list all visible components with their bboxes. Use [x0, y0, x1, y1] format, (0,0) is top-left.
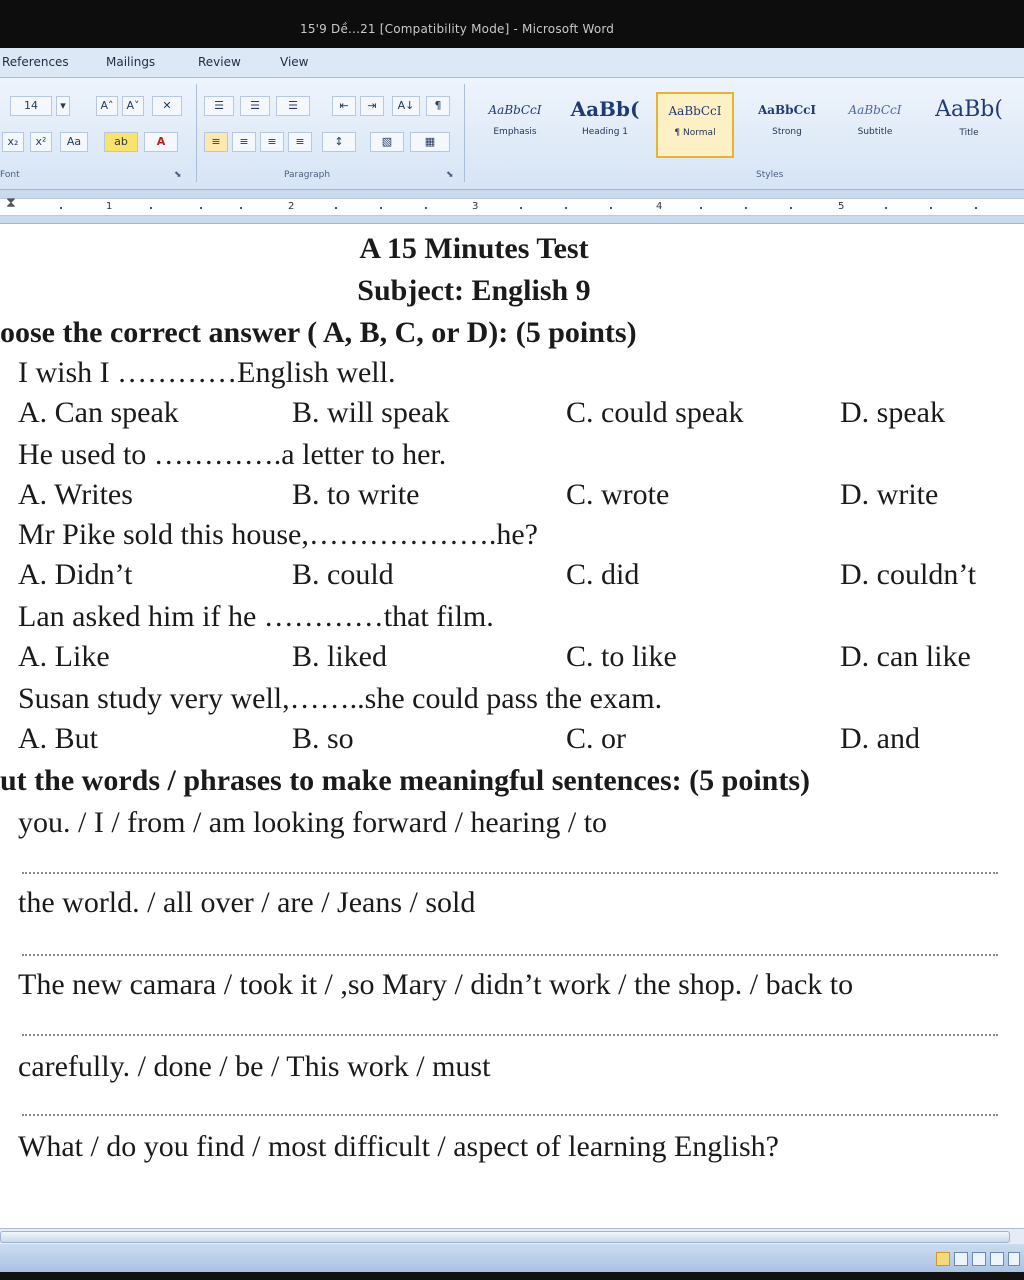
justify-button[interactable]: ≡: [288, 132, 312, 152]
clear-formatting-button[interactable]: ✕: [152, 96, 182, 116]
answer-line-1: [22, 872, 998, 874]
subscript-button[interactable]: x₂: [2, 132, 24, 152]
center-button[interactable]: ≡: [232, 132, 256, 152]
ruler-tick: [745, 207, 747, 209]
font-group-label: Font: [0, 170, 20, 180]
style-subtitle[interactable]: [836, 92, 914, 158]
ruler-mark: 1: [106, 201, 113, 212]
ribbon: [0, 78, 1024, 190]
tab-review[interactable]: Review: [198, 55, 241, 69]
ruler-tick: [520, 207, 522, 209]
question-3-option-a: A. Didn’t: [18, 558, 133, 591]
shrink-font-button[interactable]: A˅: [122, 96, 144, 116]
document-page[interactable]: [0, 224, 1024, 1228]
answer-line-4: [22, 1114, 998, 1116]
ruler-tick: [930, 207, 932, 209]
font-color-button[interactable]: A: [144, 132, 178, 152]
increase-indent-button[interactable]: ⇥: [360, 96, 384, 116]
status-bar: [0, 1244, 1024, 1272]
title-bar: [0, 0, 1024, 48]
ruler-tick: [380, 207, 382, 209]
group-separator: [196, 84, 197, 182]
question-4-option-b: B. liked: [292, 640, 387, 673]
ruler-tick: [790, 207, 792, 209]
style-name: ¶ Normal: [674, 128, 716, 138]
borders-button[interactable]: ▦: [410, 132, 450, 152]
ribbon-tabs: [0, 48, 1024, 78]
screen-bottom-edge: [0, 1272, 1024, 1280]
horizontal-scrollbar[interactable]: [0, 1228, 1024, 1244]
style-title[interactable]: [930, 92, 1008, 158]
question-4-stem: Lan asked him if he …………that film.: [18, 600, 494, 633]
style-strong[interactable]: [748, 92, 826, 158]
answer-line-3: [22, 1034, 998, 1036]
decrease-indent-button[interactable]: ⇤: [332, 96, 356, 116]
ruler-mark: 3: [472, 201, 479, 212]
text-highlight-button[interactable]: ab: [104, 132, 138, 152]
question-5-stem: Susan study very well,……..she could pass the exam.: [18, 682, 663, 715]
draft-view-icon[interactable]: [1008, 1252, 1020, 1266]
line-spacing-button[interactable]: ↕: [322, 132, 356, 152]
show-marks-button[interactable]: ¶: [426, 96, 450, 116]
test-title: A 15 Minutes Test: [359, 232, 589, 265]
question-2-stem: He used to ………….a letter to her.: [18, 438, 447, 471]
question-3-option-d: D. couldn’t: [840, 558, 977, 591]
ruler-mark: 2: [288, 201, 295, 212]
question-4-option-d: D. can like: [840, 640, 971, 673]
style-sample: AaBb(: [935, 97, 1003, 122]
ruler-tick: [60, 207, 62, 209]
section-2-heading: ut the words / phrases to make meaningful sentences: (5 points): [0, 764, 810, 797]
question-1-option-a: A. Can speak: [18, 396, 179, 429]
question-2-option-d: D. write: [840, 478, 939, 511]
question-5-option-b: B. so: [292, 722, 354, 755]
ruler-tick: [240, 207, 242, 209]
style-name: Emphasis: [493, 127, 537, 137]
style-emphasis[interactable]: [476, 92, 554, 158]
question-2-option-a: A. Writes: [18, 478, 133, 511]
style-sample: AaBb(: [570, 97, 640, 121]
style-sample: AaBbCcI: [668, 104, 722, 118]
ruler-tick: [565, 207, 567, 209]
ruler-tick: [200, 207, 202, 209]
style-name: Strong: [772, 127, 802, 137]
multilevel-list-button[interactable]: ☰: [276, 96, 310, 116]
ruler-tick: [700, 207, 702, 209]
style-heading-1[interactable]: [566, 92, 644, 158]
style-normal[interactable]: [656, 92, 734, 158]
style-sample: AaBbCcI: [848, 103, 902, 117]
grow-font-button[interactable]: A˄: [96, 96, 118, 116]
question-3-option-c: C. did: [566, 558, 640, 591]
superscript-button[interactable]: x²: [30, 132, 52, 152]
ruler-mark: 4: [656, 201, 663, 212]
section-1-heading: oose the correct answer ( A, B, C, or D): (5 points): [0, 316, 637, 349]
sentence-1: you. / I / from / am looking forward / hearing / to: [18, 806, 608, 839]
test-subject: Subject: English 9: [357, 274, 591, 307]
tab-references[interactable]: References: [2, 55, 69, 69]
indent-marker-icon[interactable]: ⧗: [6, 195, 16, 211]
style-name: Subtitle: [857, 127, 893, 137]
sentence-5: What / do you find / most difficult / aspect of learning English?: [18, 1130, 779, 1163]
ruler-mark: 5: [838, 201, 845, 212]
question-2-option-c: C. wrote: [566, 478, 670, 511]
outline-view-icon[interactable]: [990, 1252, 1004, 1266]
font-size-dropdown[interactable]: ▾: [56, 96, 70, 116]
style-sample: AaBbCcI: [488, 103, 542, 117]
style-name: Heading 1: [581, 127, 629, 137]
align-left-button[interactable]: ≡: [204, 132, 228, 152]
ruler-strip: [0, 195, 1024, 216]
scrollbar-thumb[interactable]: [0, 1231, 1010, 1243]
ruler-tick: [885, 207, 887, 209]
font-dialog-launcher-icon[interactable]: ⬊: [174, 170, 182, 180]
sentence-3: The new camara / took it / ,so Mary / didn’t work / the shop. / back to: [18, 968, 854, 1001]
sentence-4: carefully. / done / be / This work / must: [18, 1050, 491, 1083]
question-3-stem: Mr Pike sold this house,……………….he?: [18, 518, 538, 551]
style-name: Title: [959, 128, 979, 138]
paragraph-group-label: Paragraph: [284, 170, 331, 180]
question-4-option-a: A. Like: [18, 640, 110, 673]
question-5-option-a: A. But: [18, 722, 99, 755]
window-title: 15'9 Dề...21 [Compatibility Mode] - Microsoft Word: [300, 22, 615, 36]
tab-view[interactable]: View: [280, 55, 309, 69]
ruler-tick: [610, 207, 612, 209]
group-separator: [464, 84, 465, 182]
horizontal-ruler[interactable]: [0, 190, 1024, 224]
question-4-option-c: C. to like: [566, 640, 677, 673]
question-3-option-b: B. could: [292, 558, 394, 591]
align-right-button[interactable]: ≡: [260, 132, 284, 152]
style-sample: AaBbCcI: [757, 103, 817, 117]
full-screen-view-icon[interactable]: [954, 1252, 968, 1266]
question-1-option-d: D. speak: [840, 396, 945, 429]
question-1-option-b: B. will speak: [292, 396, 450, 429]
question-5-option-d: D. and: [840, 722, 920, 755]
answer-line-2: [22, 954, 998, 956]
ruler-tick: [150, 207, 152, 209]
styles-group-label: Styles: [756, 170, 784, 180]
sort-button[interactable]: A↓: [392, 96, 420, 116]
change-case-button[interactable]: Aa: [60, 132, 88, 152]
ruler-tick: [425, 207, 427, 209]
shading-button[interactable]: ▧: [370, 132, 404, 152]
sentence-2: the world. / all over / are / Jeans / sold: [18, 886, 476, 919]
font-size-select[interactable]: 14: [10, 96, 52, 116]
numbering-button[interactable]: ☰: [240, 96, 270, 116]
print-layout-view-icon[interactable]: [936, 1252, 950, 1266]
tab-mailings[interactable]: Mailings: [106, 55, 156, 69]
question-1-option-c: C. could speak: [566, 396, 744, 429]
ruler-tick: [975, 207, 977, 209]
web-layout-view-icon[interactable]: [972, 1252, 986, 1266]
question-5-option-c: C. or: [566, 722, 626, 755]
question-1-stem: I wish I …………English well.: [18, 356, 396, 389]
ruler-tick: [335, 207, 337, 209]
paragraph-dialog-launcher-icon[interactable]: ⬊: [446, 170, 454, 180]
question-2-option-b: B. to write: [292, 478, 420, 511]
bullets-button[interactable]: ☰: [204, 96, 234, 116]
